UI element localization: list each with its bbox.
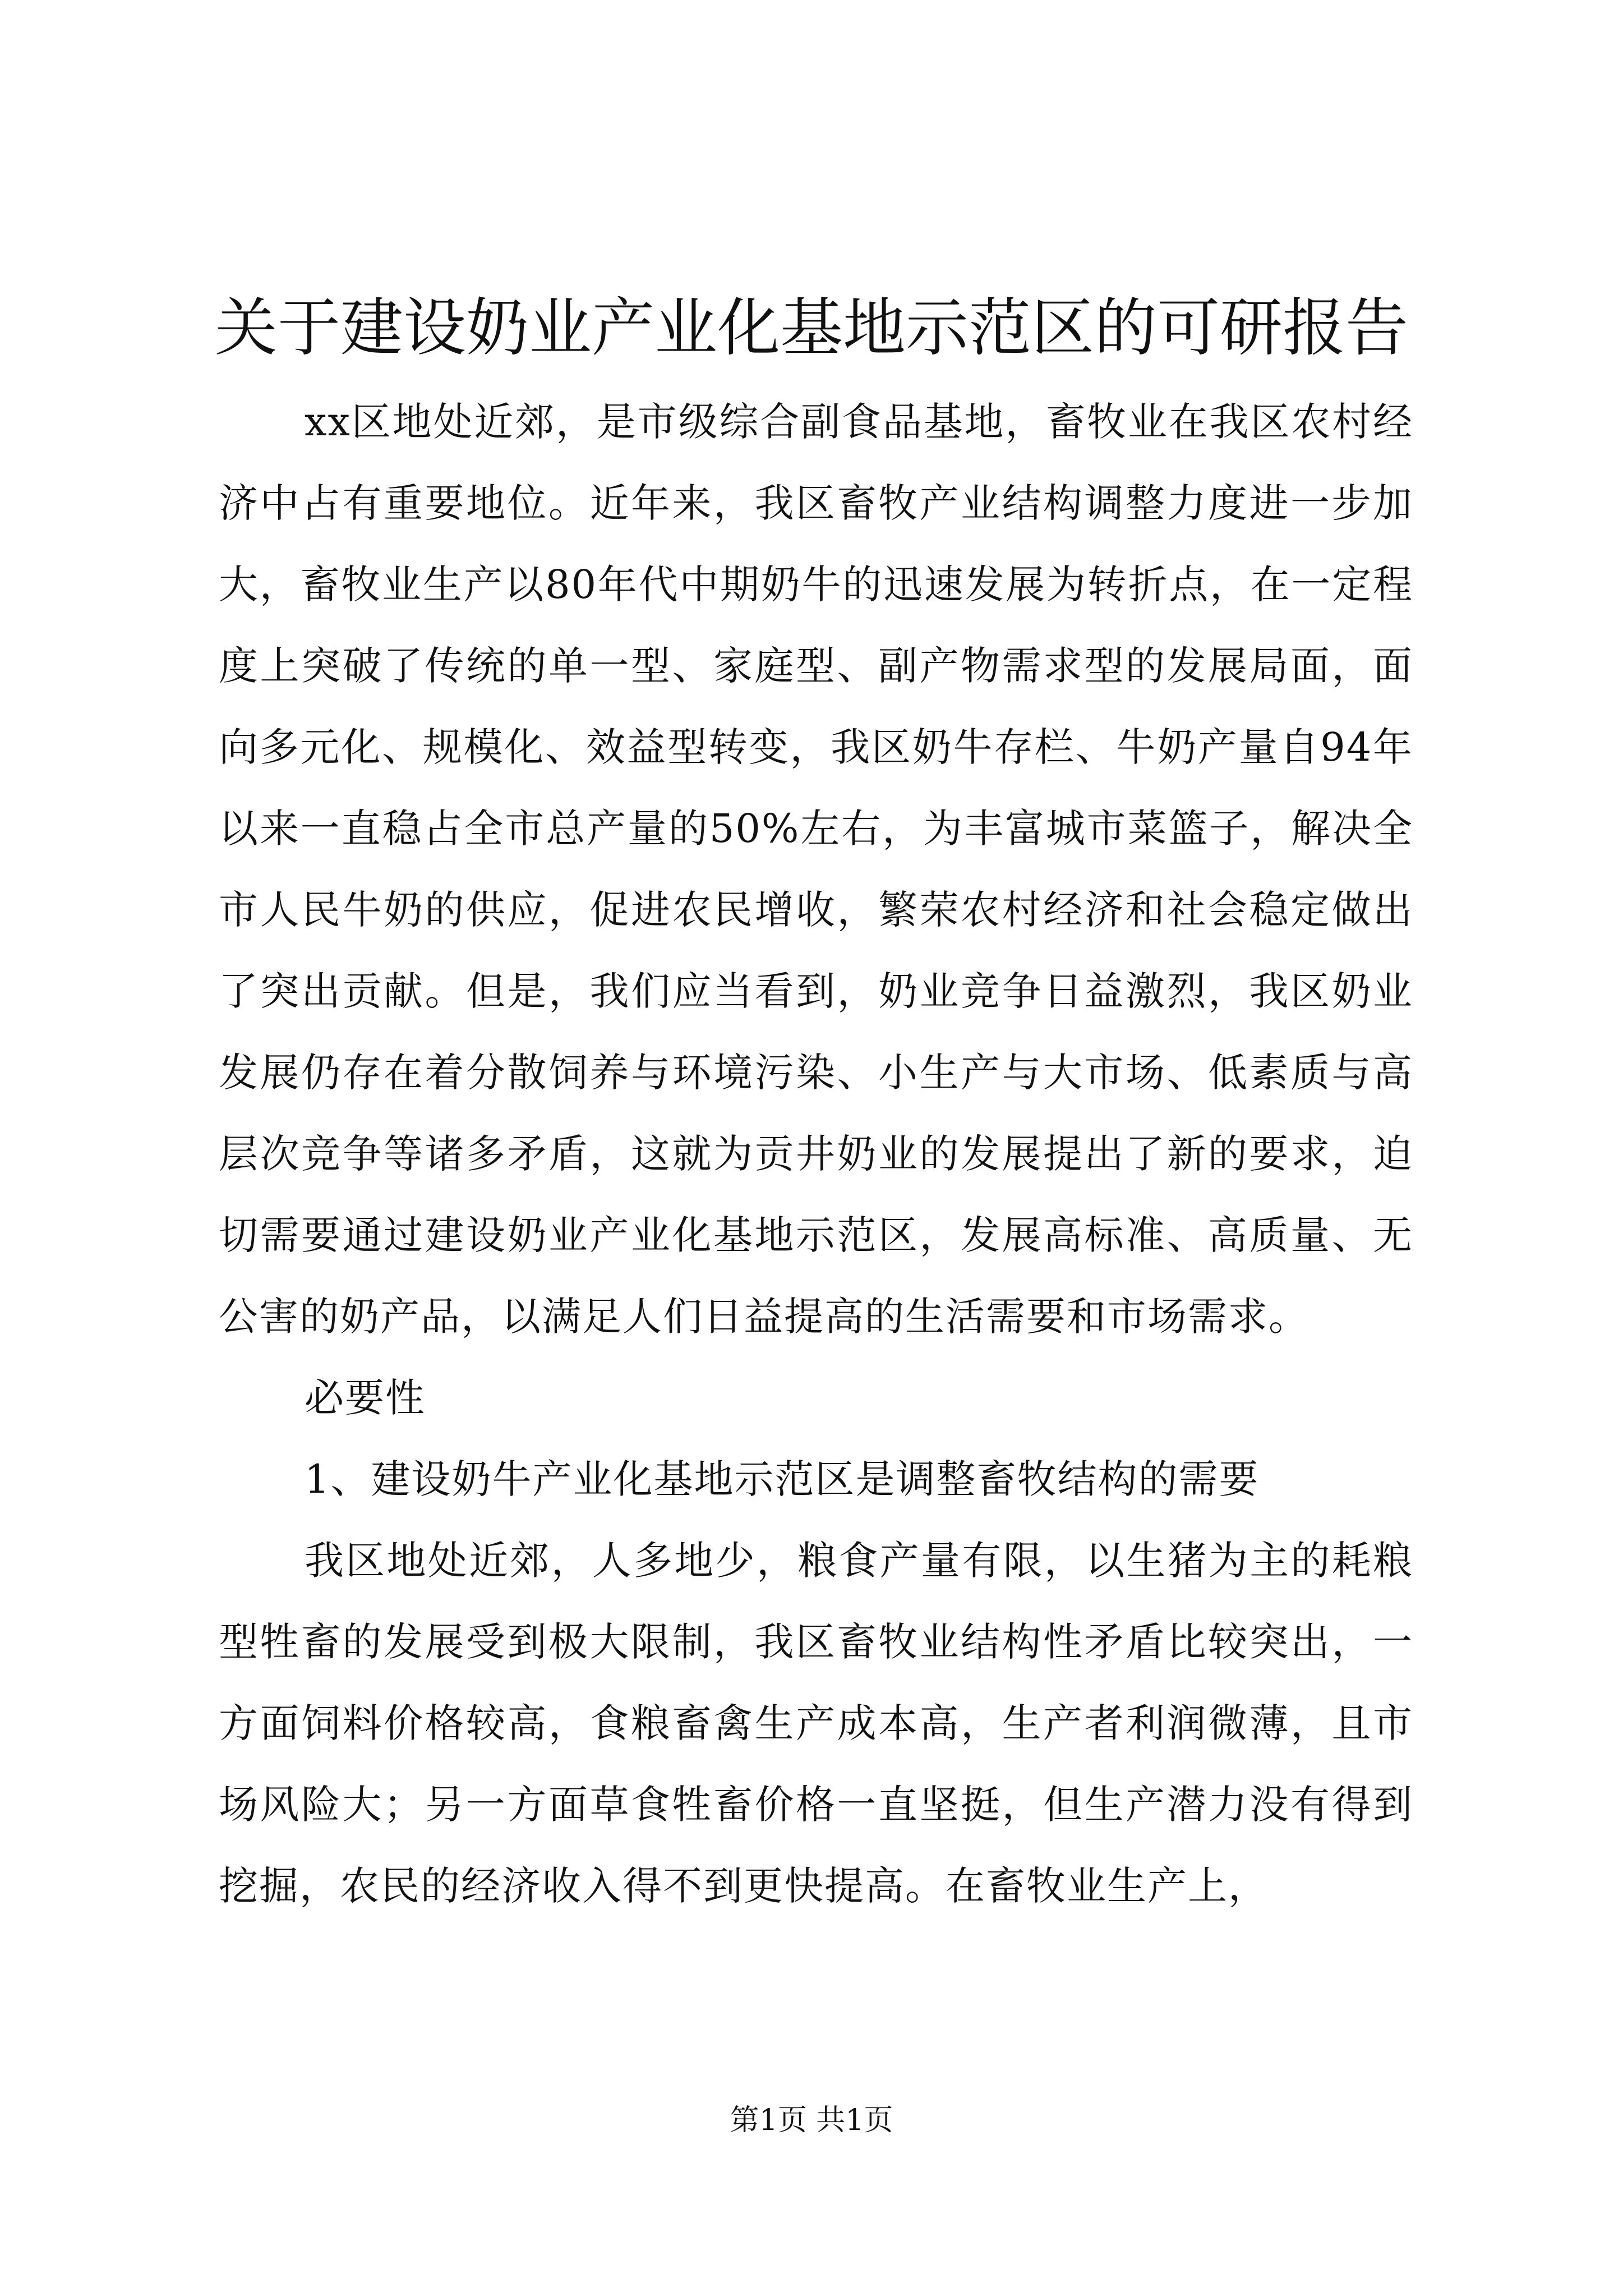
- document-body: [219, 381, 1413, 1927]
- paragraph-intro: xx区地处近郊，是市级综合副食品基地，畜牧业在我区农村经济中占有重要地位。近年来，我区畜牧产业结构调整力度进一步加大，畜牧业生产以80年代中期奶牛的迅速发展为转折点，在一定程度上突破了传统的单一型、家庭型、副产物需求型的发展局面，面向多元化、规模化、效益型转变，我区奶牛存栏、牛奶产量自94年以来一直稳占全市总产量的50%左右，为丰富城市菜篮子，解决全市人民牛奶的供应，促进农民增收，繁荣农村经济和社会稳定做出了突出贡献。但是，我们应当看到，奶业竞争日益激烈，我区奶业发展仍存在着分散饲养与环境污染、小生产与大市场、低素质与高层次竞争等诸多矛盾，这就为贡井奶业的发展提出了新的要求，迫切需要通过建设奶业产业化基地示范区，发展高标准、高质量、无公害的奶产品，以满足人们日益提高的生活需要和市场需求。: [219, 399, 1413, 1340]
- paragraph-necessity-heading: 必要性: [305, 1375, 426, 1421]
- page-footer: 第1页 共1页: [730, 2104, 893, 2137]
- document-title: 关于建设奶业产业化基地示范区的可研报告: [215, 292, 1408, 365]
- paragraph-section-1-body: 我区地处近郊，人多地少，粮食产量有限，以生猪为主的耗粮型牲畜的发展受到极大限制，我区畜牧业结构性矛盾比较突出，一方面饲料价格较高，食粮畜禽生产成本高，生产者利润微薄，且市场风险大；另一方面草食牲畜价格一直坚挺，但生产潜力没有得到挖掘，农民的经济收入得不到更快提高。在畜牧业生产上，: [219, 1538, 1413, 1909]
- paragraph-section-1-heading: 1、建设奶牛产业化基地示范区是调整畜牧结构的需要: [305, 1456, 1260, 1502]
